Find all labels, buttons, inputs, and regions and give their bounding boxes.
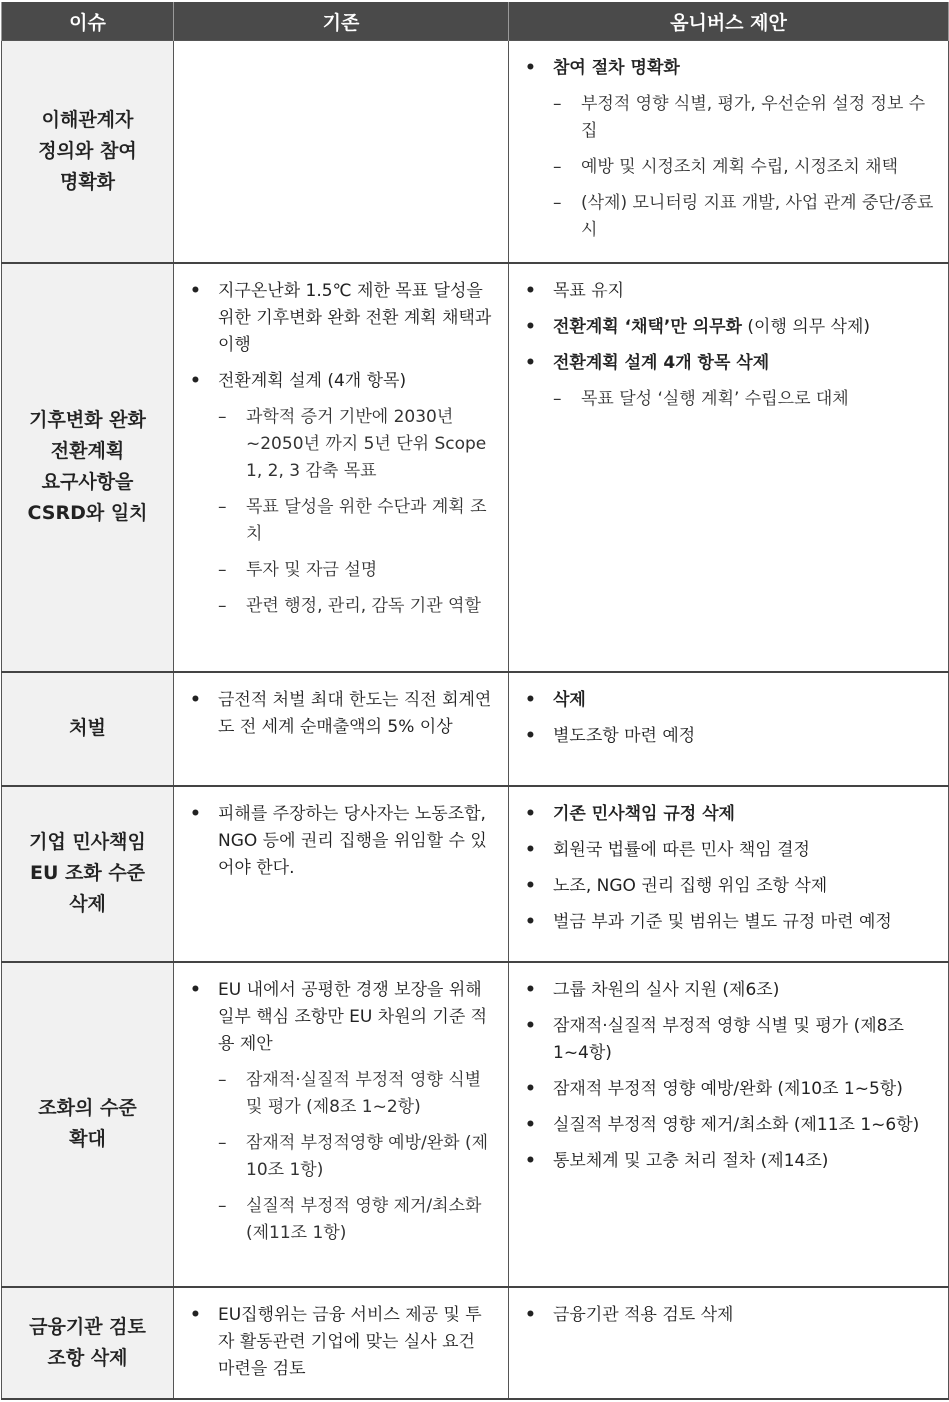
issue-label-line: CSRD와 일치 [27, 502, 148, 524]
header-row [2, 2, 949, 41]
bullet-item: • 전환계획 설계 4개 항목 삭제 [523, 350, 934, 377]
bullet-item: • 통보체계 및 고충 처리 절차 (제14조) [523, 1148, 934, 1175]
sub-item: – 잠재적 부정적영향 예방/완화 (제10조 1항) [188, 1130, 494, 1184]
bullet-item: • 참여 절차 명확화 [523, 55, 934, 82]
bullet-item [523, 314, 934, 341]
bullet-item: • 목표 유지 [523, 278, 934, 305]
table-row [2, 962, 949, 1287]
item-text: (이행 의무 삭제) [741, 316, 870, 337]
issue-label-line: 정의와 참여 [38, 139, 137, 162]
bullet-item: • 그룹 차원의 실사 지원 (제6조) [523, 977, 934, 1004]
issue-label-line: EU 조화 수준 [29, 862, 146, 884]
issue-label-line: 기업 민사책임 [29, 831, 146, 853]
header-existing: 기존 [174, 2, 509, 41]
bullet-item: • 금전적 처벌 최대 한도는 직전 회계연도 전 세계 순매출액의 5% 이상 [188, 687, 494, 741]
header-issue: 이슈 [2, 2, 174, 41]
bullet-item: • 금융기관 적용 검토 삭제 [523, 1302, 934, 1329]
bullet-item: • 전환계획 설계 (4개 항목) [188, 368, 494, 395]
issue-label-line: 전환계획 [50, 440, 125, 462]
issue-label-line: 기후변화 완화 [29, 409, 146, 431]
table-row [2, 263, 949, 672]
issue-cell [2, 41, 174, 263]
table-row [2, 1287, 949, 1399]
existing-cell [174, 263, 509, 672]
sub-item: – (삭제) 모니터링 지표 개발, 사업 관계 중단/종료 시 [523, 190, 934, 244]
existing-cell [174, 672, 509, 786]
issue-label-line: 조항 삭제 [47, 1346, 128, 1369]
header-omnibus: 옴니버스 제안 [509, 2, 949, 41]
issue-label-line: 확대 [69, 1128, 106, 1150]
omnibus-cell [509, 1287, 949, 1399]
item-emphasis: 전환계획 ‘채택’만 의무화 [553, 316, 742, 337]
bullet-item: • 기존 민사책임 규정 삭제 [523, 801, 934, 828]
bullet-item: • 잠재적·실질적 부정적 영향 식별 및 평가 (제8조 1~4항) [523, 1013, 934, 1067]
omnibus-cell [509, 672, 949, 786]
omnibus-cell [509, 786, 949, 962]
table-row [2, 672, 949, 786]
bullet-item: • 벌금 부과 기준 및 범위는 별도 규정 마련 예정 [523, 909, 934, 936]
issue-label-line: 처벌 [69, 717, 106, 739]
existing-cell [174, 786, 509, 962]
sub-item: – 목표 달성 ‘실행 계획’ 수립으로 대체 [523, 386, 934, 413]
sub-item: – 목표 달성을 위한 수단과 계획 조치 [188, 494, 494, 548]
issue-cell [2, 263, 174, 672]
issue-label-line: 요구사항을 [41, 471, 134, 493]
bullet-item: • 삭제 [523, 687, 934, 714]
issue-cell [2, 786, 174, 962]
issue-label-line: 명확화 [59, 170, 116, 193]
sub-item: – 실질적 부정적 영향 제거/최소화 (제11조 1항) [188, 1193, 494, 1247]
bullet-item: • 회원국 법률에 따른 민사 책임 결정 [523, 837, 934, 864]
bullet-item: • 잠재적 부정적 영향 예방/완화 (제10조 1~5항) [523, 1076, 934, 1103]
issue-label-line: 금융기관 검토 [29, 1315, 146, 1338]
existing-cell [174, 1287, 509, 1399]
sub-item: – 부정적 영향 식별, 평가, 우선순위 설정 정보 수집 [523, 91, 934, 145]
table-row [2, 41, 949, 263]
omnibus-cell [509, 263, 949, 672]
issue-label-line: 삭제 [69, 893, 106, 915]
bullet-item: • 별도조항 마련 예정 [523, 723, 934, 750]
sub-item: – 예방 및 시정조치 계획 수립, 시정조치 채택 [523, 154, 934, 181]
comparison-table [1, 2, 949, 1400]
bullet-item: • 지구온난화 1.5℃ 제한 목표 달성을 위한 기후변화 완화 전환 계획 채택과 이행 [188, 278, 494, 359]
omnibus-cell [509, 962, 949, 1287]
sub-item: – 관련 행정, 관리, 감독 기관 역할 [188, 593, 494, 620]
bullet-item: • 실질적 부정적 영향 제거/최소화 (제11조 1~6항) [523, 1112, 934, 1139]
sub-item: – 과학적 증거 기반에 2030년~2050년 까지 5년 단위 Scope 1, 2, 3 감축 목표 [188, 404, 494, 485]
issue-label-line: 이해관계자 [41, 108, 134, 131]
sub-item: – 투자 및 자금 설명 [188, 557, 494, 584]
issue-label-line: 조화의 수준 [38, 1097, 137, 1119]
omnibus-cell [509, 41, 949, 263]
issue-cell [2, 962, 174, 1287]
bullet-item: • 노조, NGO 권리 집행 위임 조항 삭제 [523, 873, 934, 900]
bullet-item: • 피해를 주장하는 당사자는 노동조합, NGO 등에 권리 집행을 위임할 수 있어야 한다. [188, 801, 494, 882]
table-row [2, 786, 949, 962]
existing-cell [174, 962, 509, 1287]
issue-cell [2, 672, 174, 786]
bullet-item: • EU 내에서 공평한 경쟁 보장을 위해 일부 핵심 조항만 EU 차원의 기준 적용 제안 [188, 977, 494, 1058]
bullet-item: • EU집행위는 금융 서비스 제공 및 투자 활동관련 기업에 맞는 실사 요건 마련을 검토 [188, 1302, 494, 1383]
sub-item: – 잠재적·실질적 부정적 영향 식별 및 평가 (제8조 1~2항) [188, 1067, 494, 1121]
issue-cell [2, 1287, 174, 1399]
existing-cell [174, 41, 509, 263]
